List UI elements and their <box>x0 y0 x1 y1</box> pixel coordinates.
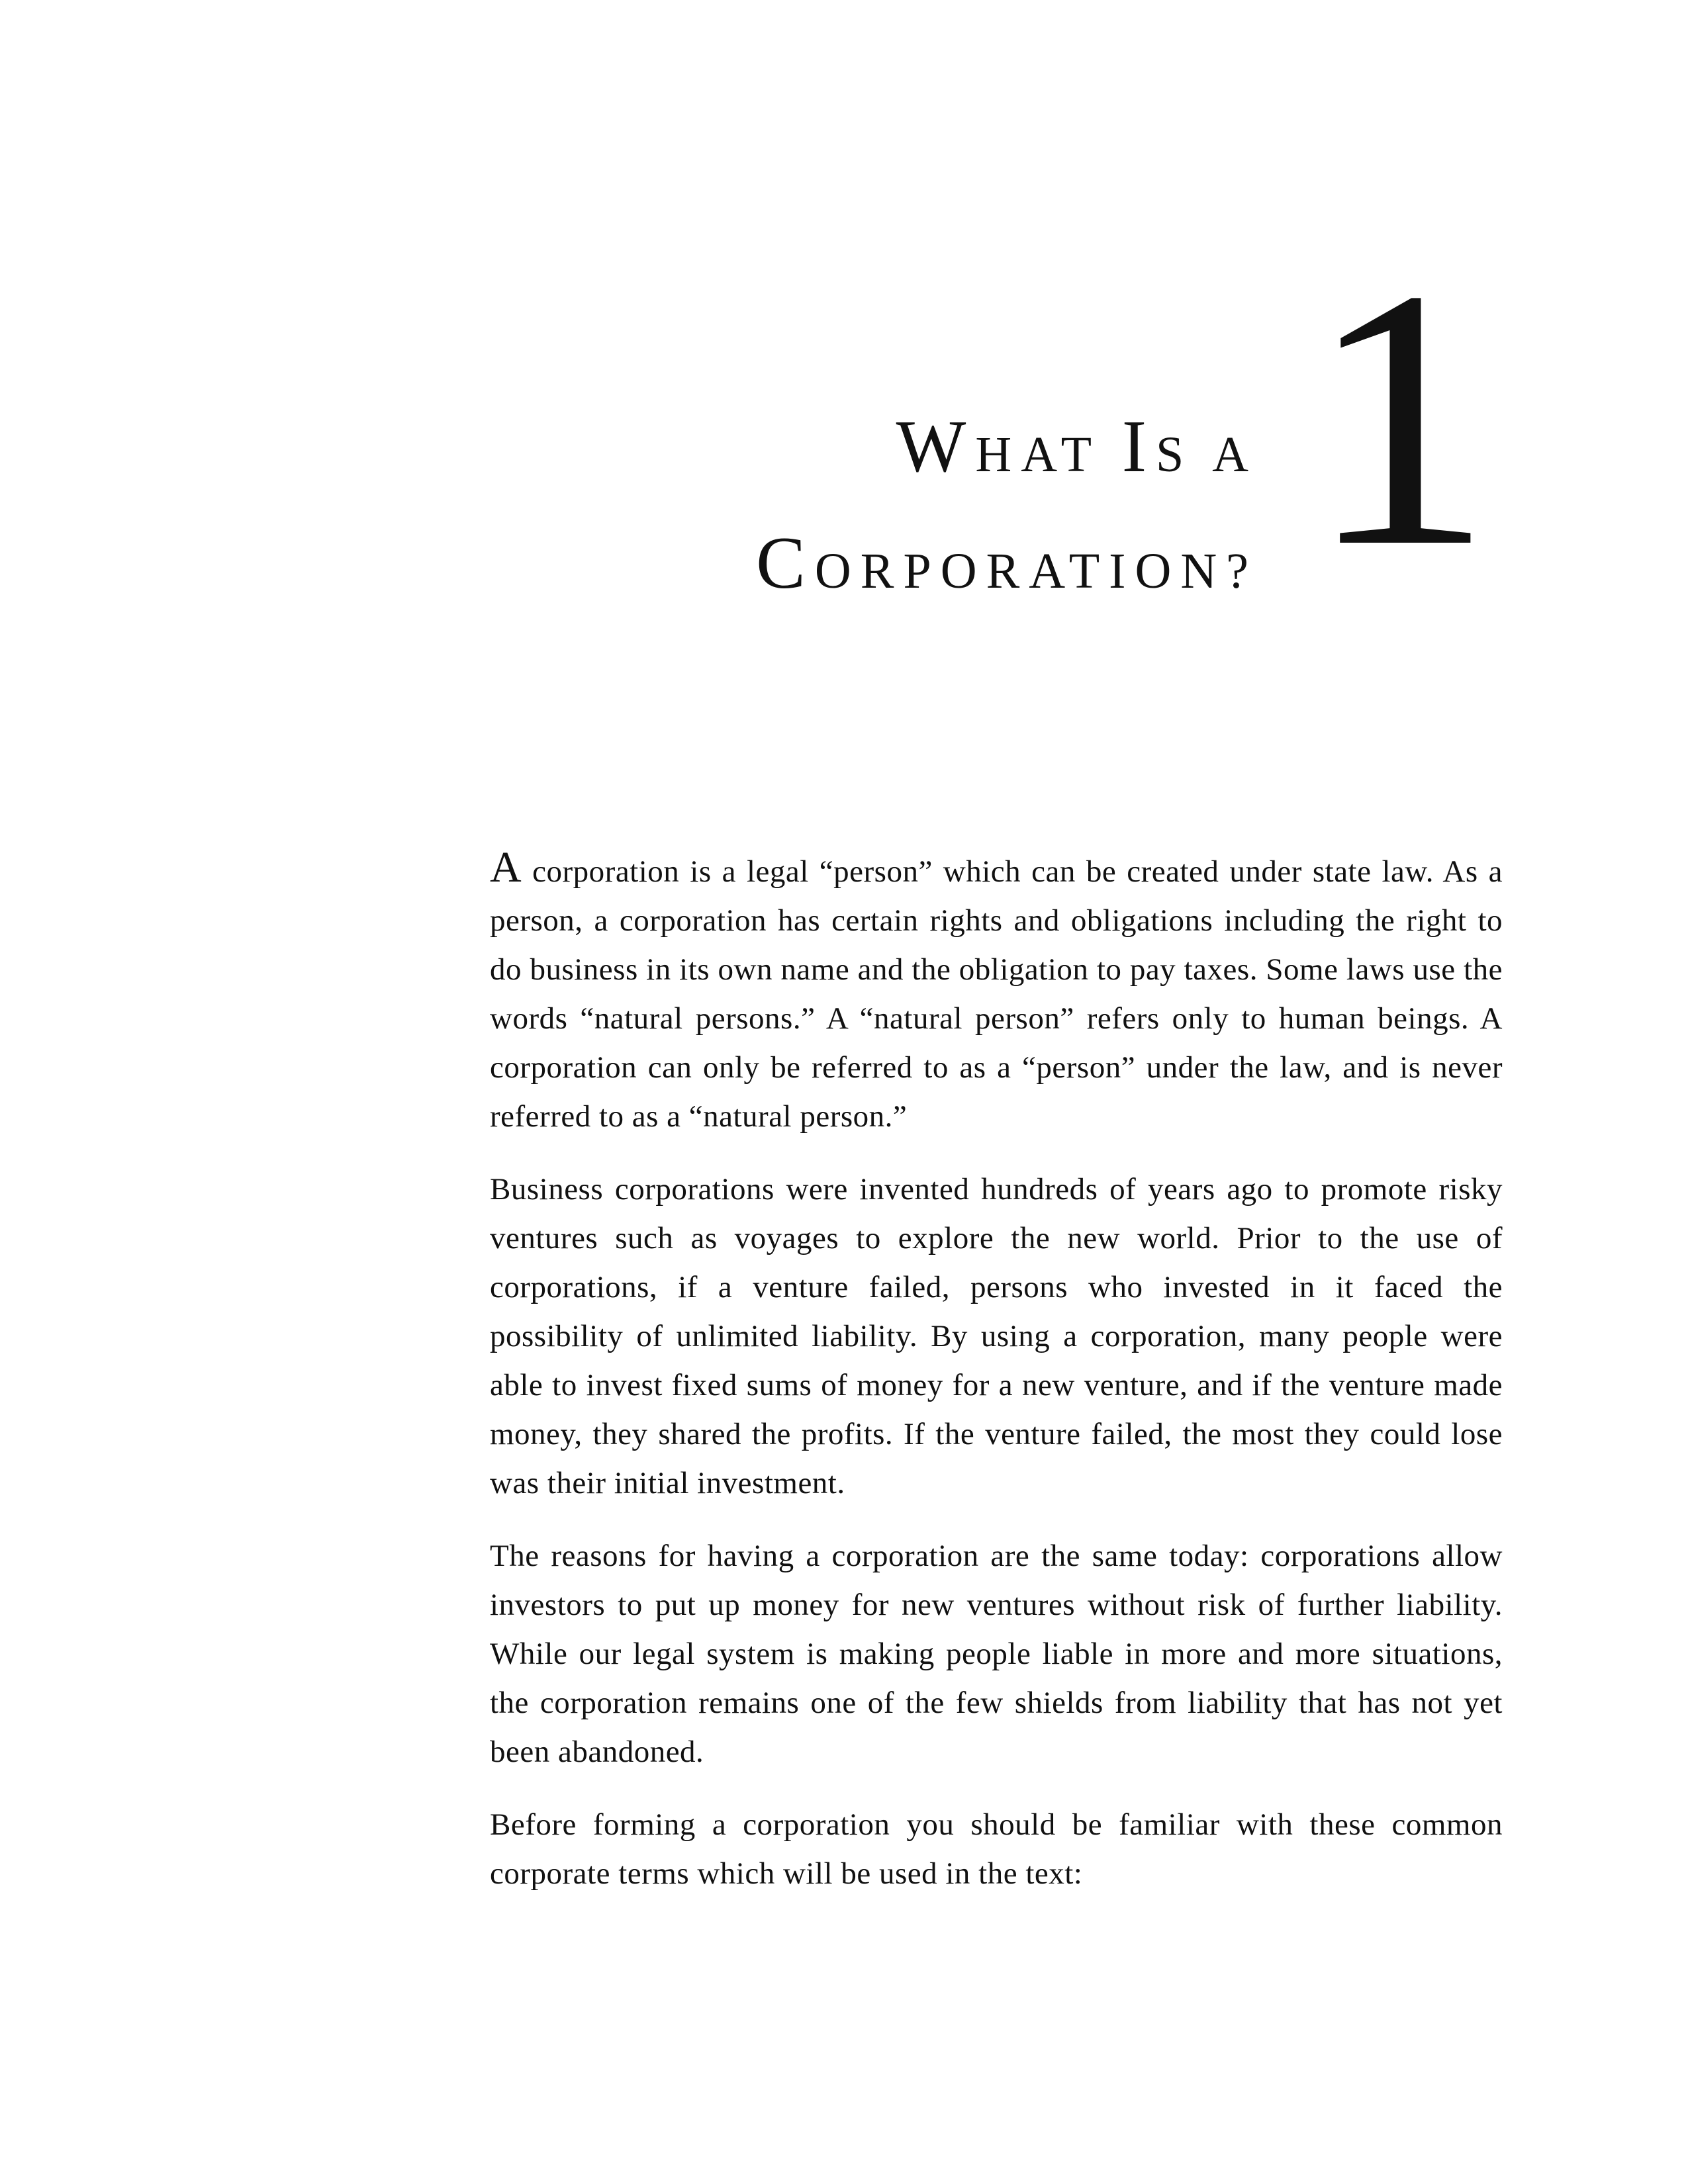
chapter-title-line-2 <box>596 514 1258 630</box>
paragraph-3: The reasons for having a corporation are the same today: corporations allow investors to put up money for new ventures without risk of further liability. While our legal system is making people liable in more and more situations, the corporation remains one of the few shields from liability that has not yet been abandoned. <box>490 1539 1503 1769</box>
chapter-body <box>490 843 1503 1922</box>
title-small-caps-hat: HAT <box>975 427 1122 482</box>
chapter-title-line-1 <box>596 397 1258 514</box>
title-small-caps-s-a: S A <box>1156 427 1258 482</box>
title-cap-c: C <box>756 522 815 604</box>
title-small-caps-orporation: ORPORATION? <box>814 543 1258 599</box>
title-cap-w: W <box>896 406 976 488</box>
paragraph-4: Before forming a corporation you should be familiar with these common corporate terms which will be used in the text: <box>490 1807 1503 1891</box>
paragraph-2: Business corporations were invented hundreds of years ago to promote risky ventures such as voyages to explore the new world. Prior to the use of corporations, if a venture failed, persons who invested in it faced the possibility of unlimited liability. By using a corporation, many people were able to invest fixed sums of money for a new venture, and if the venture made money, they shared the profits. If the venture failed, the most they could lose was their initial investment. <box>490 1172 1503 1500</box>
drop-cap: A <box>490 843 522 891</box>
paragraph-1 <box>490 843 1503 1141</box>
paragraph-1-text: corporation is a legal “person” which can be created under state law. As a person, a corporation has certain rights and obligations including the right to do business in its own name and the obligation to pay taxes. Some laws use the words “natural persons.” A “natural person” refers only to human beings. A corporation can only be referred to as a “person” under the law, and is never referred to as a “natural person.” <box>490 854 1503 1134</box>
chapter-title <box>596 397 1258 630</box>
title-cap-i: I <box>1121 406 1156 488</box>
chapter-number: 1 <box>1307 213 1493 623</box>
